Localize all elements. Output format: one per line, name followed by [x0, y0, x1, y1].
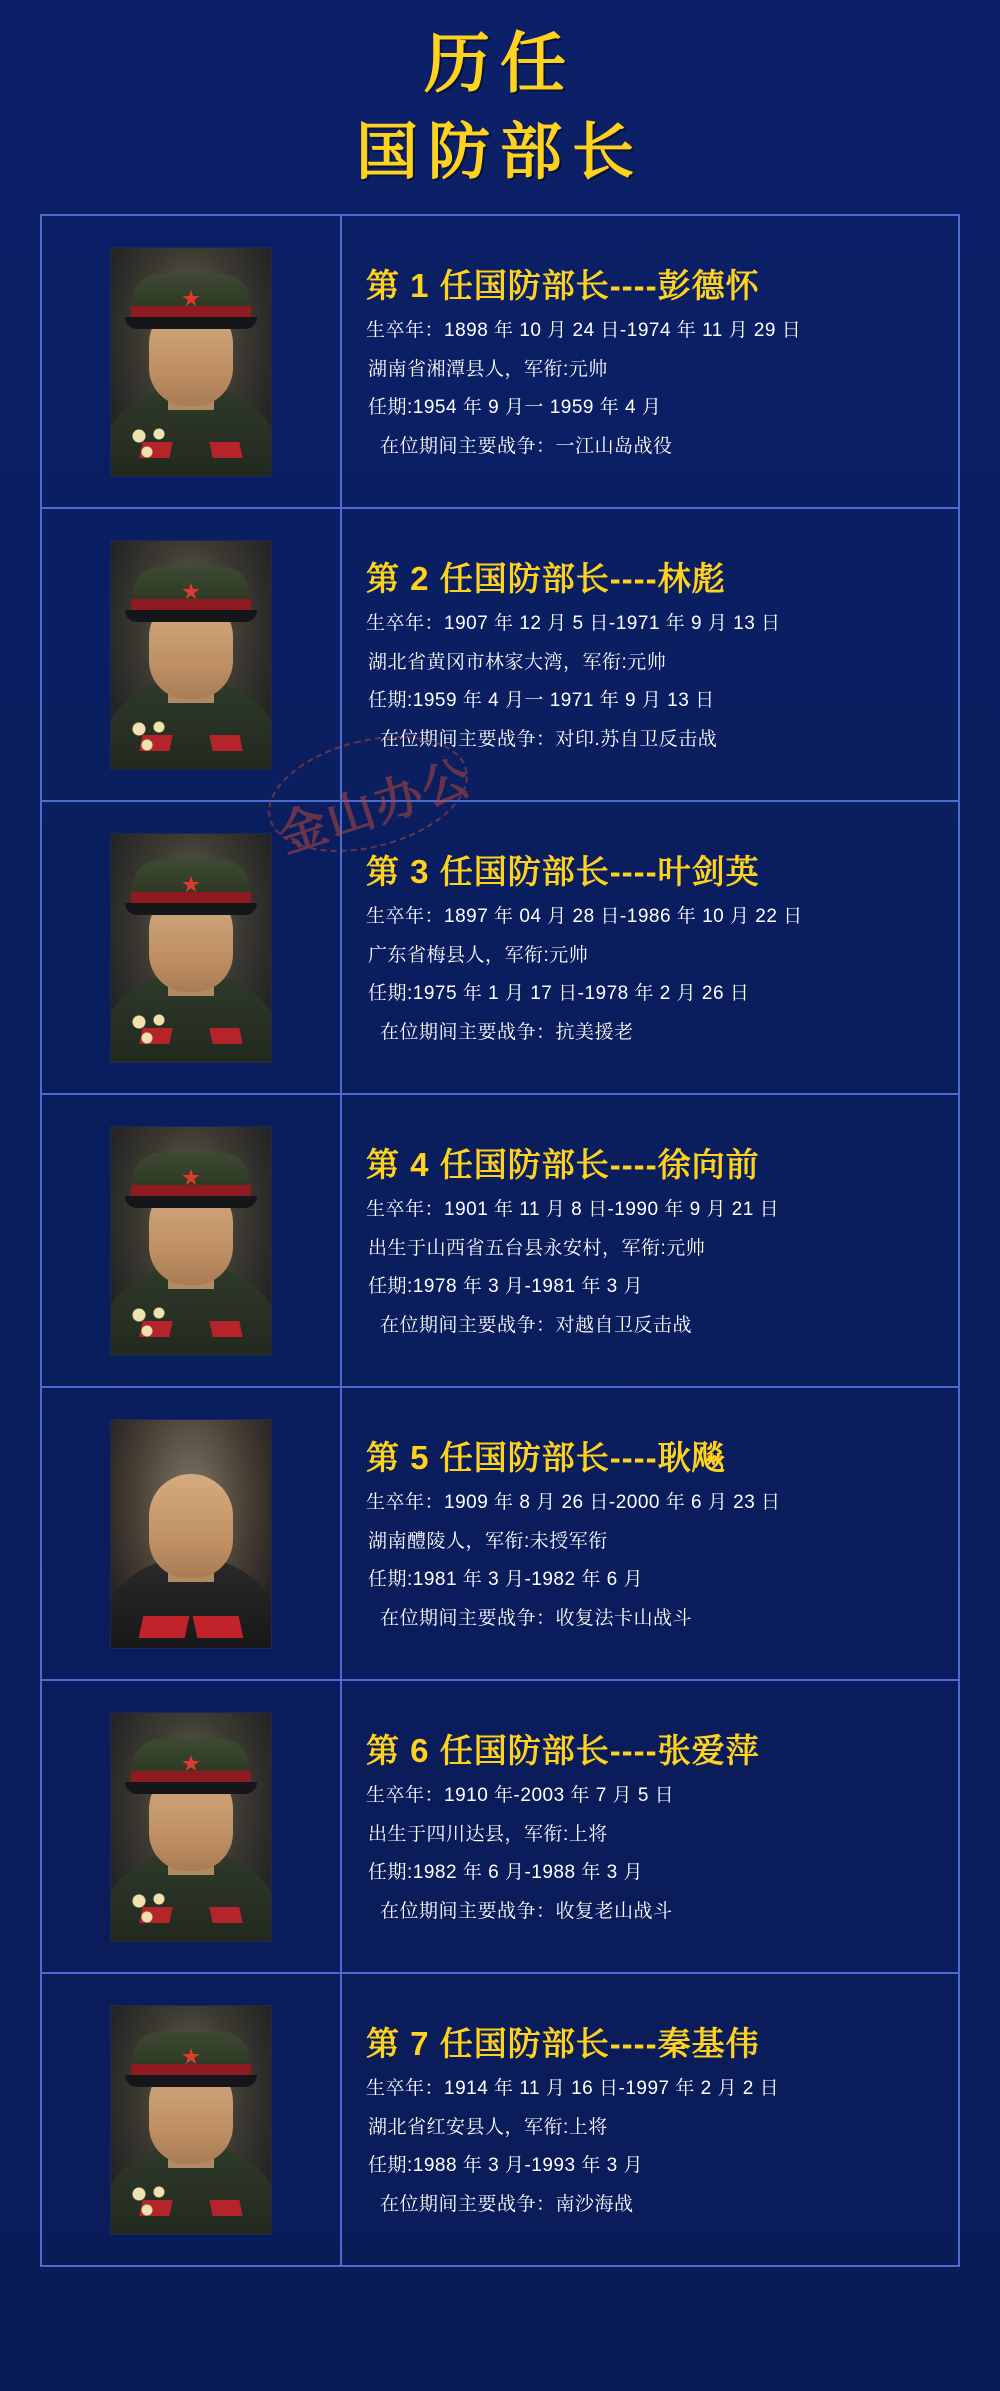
- minister-life: 生卒年：1897 年 04 月 28 日-1986 年 10 月 22 日: [366, 906, 803, 928]
- info-cell: [342, 509, 958, 800]
- minister-title: 第 5 任国防部长----耿飚: [366, 1438, 726, 1476]
- minister-origin: 出生于山西省五台县永安村，军衔:元帅: [368, 1237, 706, 1259]
- minister-life: 生卒年：1901 年 11 月 8 日-1990 年 9 月 21 日: [366, 1199, 780, 1221]
- table-row: [42, 216, 958, 509]
- minister-life: 生卒年：1909 年 8 月 26 日-2000 年 6 月 23 日: [366, 1492, 781, 1514]
- collar-right: [209, 442, 242, 458]
- minister-title: 第 7 任国防部长----秦基伟: [366, 2024, 760, 2062]
- portrait-photo: [110, 1712, 272, 1942]
- minister-title: 第 3 任国防部长----叶剑英: [366, 852, 760, 890]
- face: [149, 1474, 233, 1578]
- minister-war: 在位期间主要战争：收复老山战斗: [380, 1901, 673, 1923]
- info-cell: [342, 1681, 958, 1972]
- minister-term: 任期:1959 年 4 月一 1971 年 9 月 13 日: [368, 690, 715, 712]
- minister-origin: 广东省梅县人，军衔:元帅: [368, 944, 589, 966]
- medals-icon: [129, 426, 181, 460]
- medals-icon: [129, 1305, 181, 1339]
- photo-cell: [42, 1681, 342, 1972]
- table-row: [42, 1388, 958, 1681]
- medals-icon: [129, 719, 181, 753]
- minister-war: 在位期间主要战争：一江山岛战役: [380, 436, 673, 458]
- minister-title: 第 1 任国防部长----彭德怀: [366, 266, 760, 304]
- portrait-photo: [110, 2005, 272, 2235]
- collar-right: [209, 735, 242, 751]
- medals-icon: [129, 1012, 181, 1046]
- info-cell: [342, 802, 958, 1093]
- info-cell: [342, 1388, 958, 1679]
- minister-war: 在位期间主要战争：抗美援老: [380, 1022, 634, 1044]
- portrait-photo: [110, 833, 272, 1063]
- cap-brim: [125, 1196, 257, 1208]
- collar-right: [209, 1321, 242, 1337]
- minister-life: 生卒年：1907 年 12 月 5 日-1971 年 9 月 13 日: [366, 613, 781, 635]
- portrait-photo: [110, 1126, 272, 1356]
- photo-cell: [42, 802, 342, 1093]
- minister-origin: 湖北省黄冈市林家大湾，军衔:元帅: [368, 651, 667, 673]
- ministers-table: [40, 214, 960, 2267]
- info-cell: [342, 1974, 958, 2265]
- minister-term: 任期:1982 年 6 月-1988 年 3 月: [368, 1862, 643, 1884]
- portrait-photo: [110, 247, 272, 477]
- minister-life: 生卒年：1898 年 10 月 24 日-1974 年 11 月 29 日: [366, 320, 802, 342]
- page-title: [0, 0, 1000, 194]
- photo-cell: [42, 1974, 342, 2265]
- minister-origin: 湖北省红安县人，军衔:上将: [368, 2116, 608, 2138]
- photo-cell: [42, 1388, 342, 1679]
- minister-origin: 出生于四川达县，军衔:上将: [368, 1823, 608, 1845]
- table-row: [42, 509, 958, 802]
- info-cell: [342, 216, 958, 507]
- table-row: [42, 1681, 958, 1974]
- minister-origin: 湖南省湘潭县人，军衔:元帅: [368, 358, 608, 380]
- minister-term: 任期:1954 年 9 月一 1959 年 4 月: [368, 397, 662, 419]
- collar-right: [209, 1028, 242, 1044]
- minister-life: 生卒年：1910 年-2003 年 7 月 5 日: [366, 1785, 675, 1807]
- portrait-photo: [110, 1419, 272, 1649]
- minister-term: 任期:1981 年 3 月-1982 年 6 月: [368, 1569, 643, 1591]
- title-line-1: 历任: [424, 26, 576, 100]
- info-cell: [342, 1095, 958, 1386]
- collar-right: [193, 1616, 244, 1638]
- title-line-2: 国防部长: [355, 117, 644, 187]
- collar-right: [209, 2200, 242, 2216]
- minister-title: 第 4 任国防部长----徐向前: [366, 1145, 760, 1183]
- minister-title: 第 2 任国防部长----林彪: [366, 559, 726, 597]
- minister-origin: 湖南醴陵人，军衔:未授军衔: [368, 1530, 608, 1552]
- cap-brim: [125, 317, 257, 329]
- photo-cell: [42, 1095, 342, 1386]
- minister-term: 任期:1988 年 3 月-1993 年 3 月: [368, 2155, 643, 2177]
- minister-war: 在位期间主要战争：收复法卡山战斗: [380, 1608, 693, 1630]
- minister-title: 第 6 任国防部长----张爱萍: [366, 1731, 760, 1769]
- table-row: [42, 802, 958, 1095]
- watermark-text: 金山办公: [272, 751, 479, 864]
- cap-brim: [125, 903, 257, 915]
- medals-icon: [129, 1891, 181, 1925]
- collar-right: [209, 1907, 242, 1923]
- collar-left: [139, 1616, 190, 1638]
- table-row: [42, 1095, 958, 1388]
- minister-life: 生卒年：1914 年 11 月 16 日-1997 年 2 月 2 日: [366, 2078, 780, 2100]
- cap-brim: [125, 1782, 257, 1794]
- minister-term: 任期:1978 年 3 月-1981 年 3 月: [368, 1276, 643, 1298]
- medals-icon: [129, 2184, 181, 2218]
- photo-cell: [42, 216, 342, 507]
- table-row: [42, 1974, 958, 2267]
- minister-war: 在位期间主要战争：对越自卫反击战: [380, 1315, 693, 1337]
- minister-war: 在位期间主要战争：对印.苏自卫反击战: [380, 729, 718, 751]
- minister-term: 任期:1975 年 1 月 17 日-1978 年 2 月 26 日: [368, 983, 750, 1005]
- cap-brim: [125, 2075, 257, 2087]
- photo-cell: [42, 509, 342, 800]
- minister-war: 在位期间主要战争：南沙海战: [380, 2194, 634, 2216]
- portrait-photo: [110, 540, 272, 770]
- cap-brim: [125, 610, 257, 622]
